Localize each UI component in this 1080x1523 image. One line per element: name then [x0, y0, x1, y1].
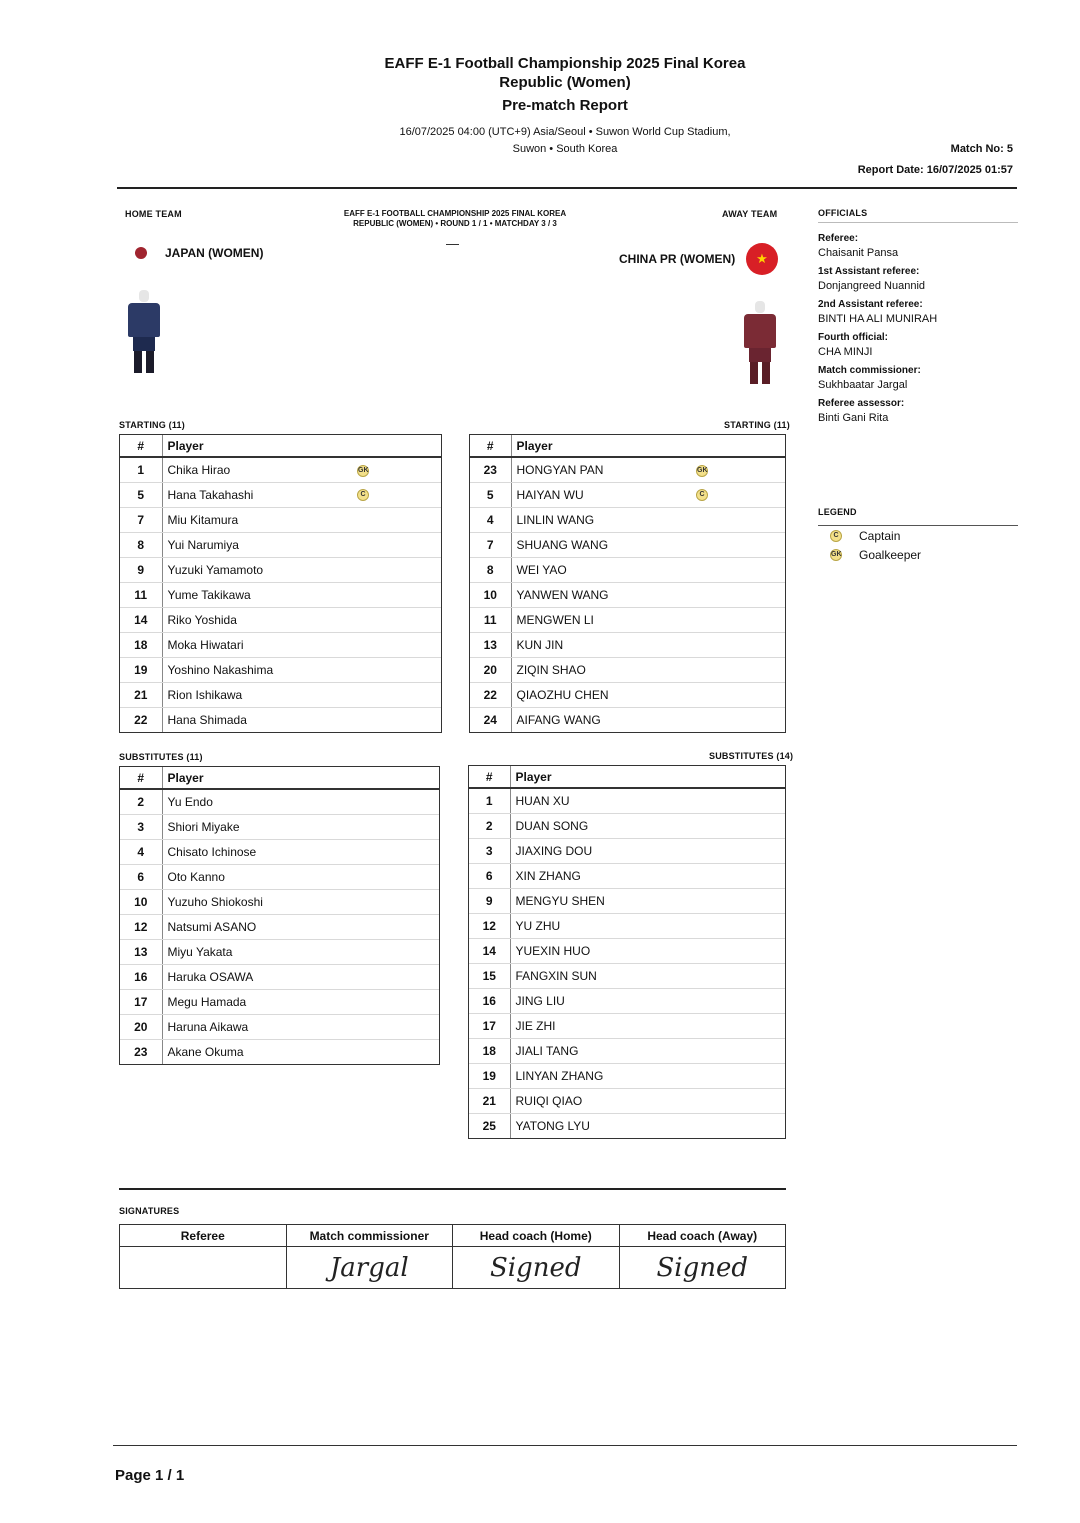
player-number: 9: [469, 888, 510, 913]
goalkeeper-badge-icon: GK: [830, 549, 842, 561]
away-team-label: AWAY TEAM: [722, 209, 778, 219]
player-row: [469, 838, 785, 863]
legend-list: [830, 526, 1010, 564]
player-number: 8: [120, 532, 162, 557]
player-name: WEI YAO: [511, 557, 691, 582]
official-name: Donjangreed Nuannid: [818, 280, 926, 292]
player-number: 24: [470, 707, 511, 732]
player-row: [470, 607, 785, 632]
official-entry: [818, 266, 1018, 292]
player-row: [469, 988, 785, 1013]
player-number: 19: [120, 657, 162, 682]
player-name: JIE ZHI: [510, 1013, 785, 1038]
official-entry: [818, 299, 1018, 325]
legend-item: [830, 526, 1010, 545]
player-number: 7: [470, 532, 511, 557]
player-number: 4: [120, 839, 162, 864]
player-role: [352, 632, 441, 657]
player-row: [120, 864, 439, 889]
page-number: Page 1 / 1: [115, 1467, 185, 1484]
player-row: [470, 657, 785, 682]
player-name: Hana Shimada: [167, 712, 247, 727]
player-name: Miu Kitamura: [162, 507, 352, 532]
player-row: [120, 914, 439, 939]
player-role: [352, 457, 441, 482]
goalkeeper-badge-icon: GK: [357, 465, 369, 477]
player-name: Rion Ishikawa: [162, 682, 352, 707]
header-divider: [117, 187, 1017, 189]
player-name: Yuzuki Yamamoto: [162, 557, 352, 582]
signature-field[interactable]: Signed: [619, 1247, 786, 1289]
player-role: [691, 632, 785, 657]
player-name: Yoshino Nakashima: [162, 657, 352, 682]
away-starting-label: STARTING (11): [724, 420, 790, 430]
player-name: JIALI TANG: [510, 1038, 785, 1063]
player-row: [120, 482, 441, 507]
officials-list: [818, 233, 1018, 431]
player-role: [352, 557, 441, 582]
player-name: Moka Hiwatari: [162, 632, 352, 657]
player-role: [691, 607, 785, 632]
player-name: Chika Hirao: [162, 457, 352, 482]
player-row: [120, 682, 441, 707]
player-number: 13: [120, 939, 162, 964]
player-number: 15: [469, 963, 510, 988]
player-name: Yuzuho Shiokoshi: [162, 889, 439, 914]
player-name: LINLIN WANG: [511, 507, 691, 532]
captain-badge-icon: C: [696, 489, 708, 501]
player-number: 18: [469, 1038, 510, 1063]
home-starting-label: STARTING (11): [119, 420, 185, 430]
report-subtitle: Pre-match Report: [502, 97, 628, 114]
footer-divider: [113, 1445, 1017, 1446]
legend-label: LEGEND: [818, 507, 857, 517]
player-row: [120, 1014, 439, 1039]
col-number: #: [120, 767, 162, 789]
signature-field[interactable]: Jargal: [286, 1247, 453, 1289]
report-date: Report Date: 16/07/2025 01:57: [857, 164, 1013, 176]
report-title: [260, 54, 870, 92]
score-separator: —: [446, 236, 459, 251]
home-team-name: JAPAN (WOMEN): [165, 246, 264, 260]
away-team-name: CHINA PR (WOMEN): [619, 252, 736, 266]
player-row: [120, 964, 439, 989]
col-player: Player: [510, 766, 785, 788]
player-row: [469, 1113, 785, 1138]
legend-text: Captain: [859, 528, 901, 543]
player-name: Haruna Aikawa: [162, 1014, 439, 1039]
player-number: 14: [120, 607, 162, 632]
player-number: 21: [469, 1088, 510, 1113]
player-role: [352, 582, 441, 607]
player-number: 2: [469, 813, 510, 838]
player-number: 1: [120, 457, 162, 482]
player-role: [691, 657, 785, 682]
home-kit-icon: [124, 290, 164, 373]
signatures-label: SIGNATURES: [119, 1206, 180, 1216]
player-name: JING LIU: [510, 988, 785, 1013]
officials-label: OFFICIALS: [818, 208, 868, 218]
player-name: LINYAN ZHANG: [510, 1063, 785, 1088]
player-row: [469, 1088, 785, 1113]
player-name: HAIYAN WU: [511, 482, 691, 507]
player-number: 19: [469, 1063, 510, 1088]
player-name: YATONG LYU: [515, 1118, 590, 1133]
player-number: 23: [470, 457, 511, 482]
player-row: [120, 707, 441, 732]
player-name: AIFANG WANG: [516, 712, 601, 727]
player-name: Oto Kanno: [162, 864, 439, 889]
match-number: Match No: 5: [950, 143, 1013, 155]
signature-column-header: Match commissioner: [286, 1225, 453, 1247]
official-name: BINTI HA ALI MUNIRAH: [818, 313, 938, 325]
player-name: ZIQIN SHAO: [511, 657, 691, 682]
player-number: 11: [470, 607, 511, 632]
player-row: [469, 813, 785, 838]
player-name: Shiori Miyake: [162, 814, 439, 839]
datetime-venue: 16/07/2025 04:00 (UTC+9) Asia/Seoul • Suwon World Cup Stadium,: [399, 126, 731, 138]
player-number: 20: [470, 657, 511, 682]
player-number: 20: [120, 1014, 162, 1039]
player-role: [691, 707, 785, 732]
player-role: [352, 682, 441, 707]
col-number: #: [470, 435, 511, 457]
player-row: [470, 632, 785, 657]
player-role: [352, 707, 441, 732]
player-name: Miyu Yakata: [162, 939, 439, 964]
official-role: 1st Assistant referee:: [818, 266, 920, 277]
player-row: [469, 1063, 785, 1088]
player-row: [469, 863, 785, 888]
player-number: 3: [120, 814, 162, 839]
player-name: QIAOZHU CHEN: [511, 682, 691, 707]
signature-column-header: Head coach (Home): [453, 1225, 620, 1247]
competition-line-2: REPUBLIC (WOMEN) • ROUND 1 / 1 • MATCHDAY 3 / 3: [353, 219, 557, 228]
player-row: [120, 814, 439, 839]
player-role: [352, 657, 441, 682]
player-role: [691, 457, 785, 482]
player-role: [691, 532, 785, 557]
col-number: #: [469, 766, 510, 788]
title-line-2: Republic (Women): [499, 74, 631, 91]
player-name: Haruka OSAWA: [162, 964, 439, 989]
player-number: 16: [120, 964, 162, 989]
legend-text: Goalkeeper: [859, 547, 922, 562]
signature-column-header: Referee: [120, 1225, 287, 1247]
player-row: [470, 507, 785, 532]
player-row: [120, 839, 439, 864]
player-row: [469, 788, 785, 813]
player-row: [469, 913, 785, 938]
signature-column-header: Head coach (Away): [619, 1225, 786, 1247]
home-subs-table: [119, 766, 440, 1065]
player-role: [691, 507, 785, 532]
competition-info: [300, 209, 610, 229]
official-name: Binti Gani Rita: [818, 412, 889, 424]
player-number: 16: [469, 988, 510, 1013]
player-role: [352, 532, 441, 557]
player-number: 6: [469, 863, 510, 888]
player-name: YANWEN WANG: [511, 582, 691, 607]
official-role: 2nd Assistant referee:: [818, 299, 923, 310]
away-kit-icon: [740, 301, 780, 384]
away-starting-table: [469, 434, 786, 733]
player-name: MENGYU SHEN: [510, 888, 785, 913]
player-name: Akane Okuma: [167, 1044, 244, 1059]
china-flag-icon: ★: [746, 243, 778, 275]
player-name: FANGXIN SUN: [510, 963, 785, 988]
player-number: 3: [469, 838, 510, 863]
competition-line-1: EAFF E-1 FOOTBALL CHAMPIONSHIP 2025 FINAL KOREA: [343, 209, 567, 218]
home-team-label: HOME TEAM: [125, 209, 182, 219]
official-name: Chaisanit Pansa: [818, 247, 899, 259]
col-player: Player: [511, 435, 691, 457]
player-name: MENGWEN LI: [511, 607, 691, 632]
captain-badge-icon: C: [830, 530, 842, 542]
official-role: Referee:: [818, 233, 859, 244]
player-row: [120, 557, 441, 582]
player-row: [469, 963, 785, 988]
player-row: [470, 557, 785, 582]
player-name: KUN JIN: [511, 632, 691, 657]
signatures-table: [119, 1224, 786, 1289]
player-name: Yume Takikawa: [162, 582, 352, 607]
captain-badge-icon: C: [357, 489, 369, 501]
home-subs-label: SUBSTITUTES (11): [119, 752, 203, 762]
match-datetime-venue: [260, 124, 870, 158]
official-role: Match commissioner:: [818, 365, 921, 376]
player-number: 25: [469, 1113, 510, 1138]
player-number: 14: [469, 938, 510, 963]
player-role: [691, 582, 785, 607]
player-number: 7: [120, 507, 162, 532]
player-row: [120, 532, 441, 557]
player-number: 8: [470, 557, 511, 582]
player-number: 5: [470, 482, 511, 507]
home-starting-table: [119, 434, 442, 733]
player-row: [470, 707, 785, 732]
player-number: 9: [120, 557, 162, 582]
player-row: [120, 507, 441, 532]
player-number: 23: [120, 1039, 162, 1064]
title-line-1: EAFF E-1 Football Championship 2025 Final Korea: [384, 55, 746, 72]
signature-field[interactable]: Signed: [453, 1247, 620, 1289]
player-row: [470, 582, 785, 607]
player-role: [691, 557, 785, 582]
official-entry: [818, 332, 1018, 358]
player-name: Yui Narumiya: [162, 532, 352, 557]
player-name: YU ZHU: [510, 913, 785, 938]
player-row: [120, 989, 439, 1014]
player-number: 4: [470, 507, 511, 532]
home-team-badge-icon: [135, 247, 147, 259]
official-role: Fourth official:: [818, 332, 888, 343]
player-number: 18: [120, 632, 162, 657]
player-number: 13: [470, 632, 511, 657]
player-name: SHUANG WANG: [511, 532, 691, 557]
player-name: Yu Endo: [162, 789, 439, 814]
player-role: [691, 682, 785, 707]
player-row: [470, 482, 785, 507]
player-row: [120, 939, 439, 964]
player-number: 12: [120, 914, 162, 939]
player-number: 1: [469, 788, 510, 813]
player-name: YUEXIN HUO: [510, 938, 785, 963]
player-row: [469, 1038, 785, 1063]
player-number: 12: [469, 913, 510, 938]
player-name: XIN ZHANG: [510, 863, 785, 888]
player-row: [120, 457, 441, 482]
player-number: 22: [120, 707, 162, 732]
official-role: Referee assessor:: [818, 398, 905, 409]
player-name: RUIQI QIAO: [510, 1088, 785, 1113]
player-row: [120, 632, 441, 657]
player-row: [470, 682, 785, 707]
player-number: 17: [469, 1013, 510, 1038]
player-name: HONGYAN PAN: [511, 457, 691, 482]
player-number: 10: [120, 889, 162, 914]
player-number: 5: [120, 482, 162, 507]
player-number: 6: [120, 864, 162, 889]
away-subs-label: SUBSTITUTES (14): [709, 751, 794, 761]
legend-item: [830, 545, 1010, 564]
player-row: [120, 1039, 439, 1064]
player-row: [470, 457, 785, 482]
player-number: 10: [470, 582, 511, 607]
player-name: Chisato Ichinose: [162, 839, 439, 864]
player-number: 21: [120, 682, 162, 707]
signature-field[interactable]: [120, 1247, 287, 1289]
official-name: Sukhbaatar Jargal: [818, 379, 908, 391]
player-row: [470, 532, 785, 557]
player-role: [691, 482, 785, 507]
player-row: [120, 889, 439, 914]
player-number: 17: [120, 989, 162, 1014]
col-player: Player: [162, 435, 352, 457]
official-entry: [818, 365, 1018, 391]
player-name: Hana Takahashi: [162, 482, 352, 507]
player-row: [120, 582, 441, 607]
location: Suwon • South Korea: [512, 143, 618, 155]
player-row: [469, 888, 785, 913]
signatures-divider: [119, 1188, 786, 1190]
official-name: CHA MINJI: [818, 346, 873, 358]
player-row: [469, 938, 785, 963]
player-name: JIAXING DOU: [510, 838, 785, 863]
officials-divider: [818, 222, 1018, 223]
official-entry: [818, 233, 1018, 259]
player-name: HUAN XU: [510, 788, 785, 813]
player-number: 11: [120, 582, 162, 607]
player-name: DUAN SONG: [510, 813, 785, 838]
player-row: [120, 607, 441, 632]
player-number: 22: [470, 682, 511, 707]
player-role: [352, 482, 441, 507]
official-entry: [818, 398, 1018, 424]
col-number: #: [120, 435, 162, 457]
player-name: Riko Yoshida: [162, 607, 352, 632]
player-name: Megu Hamada: [162, 989, 439, 1014]
col-player: Player: [162, 767, 439, 789]
player-role: [352, 507, 441, 532]
player-number: 2: [120, 789, 162, 814]
goalkeeper-badge-icon: GK: [696, 465, 708, 477]
player-row: [120, 657, 441, 682]
away-subs-table: [468, 765, 786, 1139]
player-row: [469, 1013, 785, 1038]
player-row: [120, 789, 439, 814]
player-role: [352, 607, 441, 632]
player-name: Natsumi ASANO: [162, 914, 439, 939]
